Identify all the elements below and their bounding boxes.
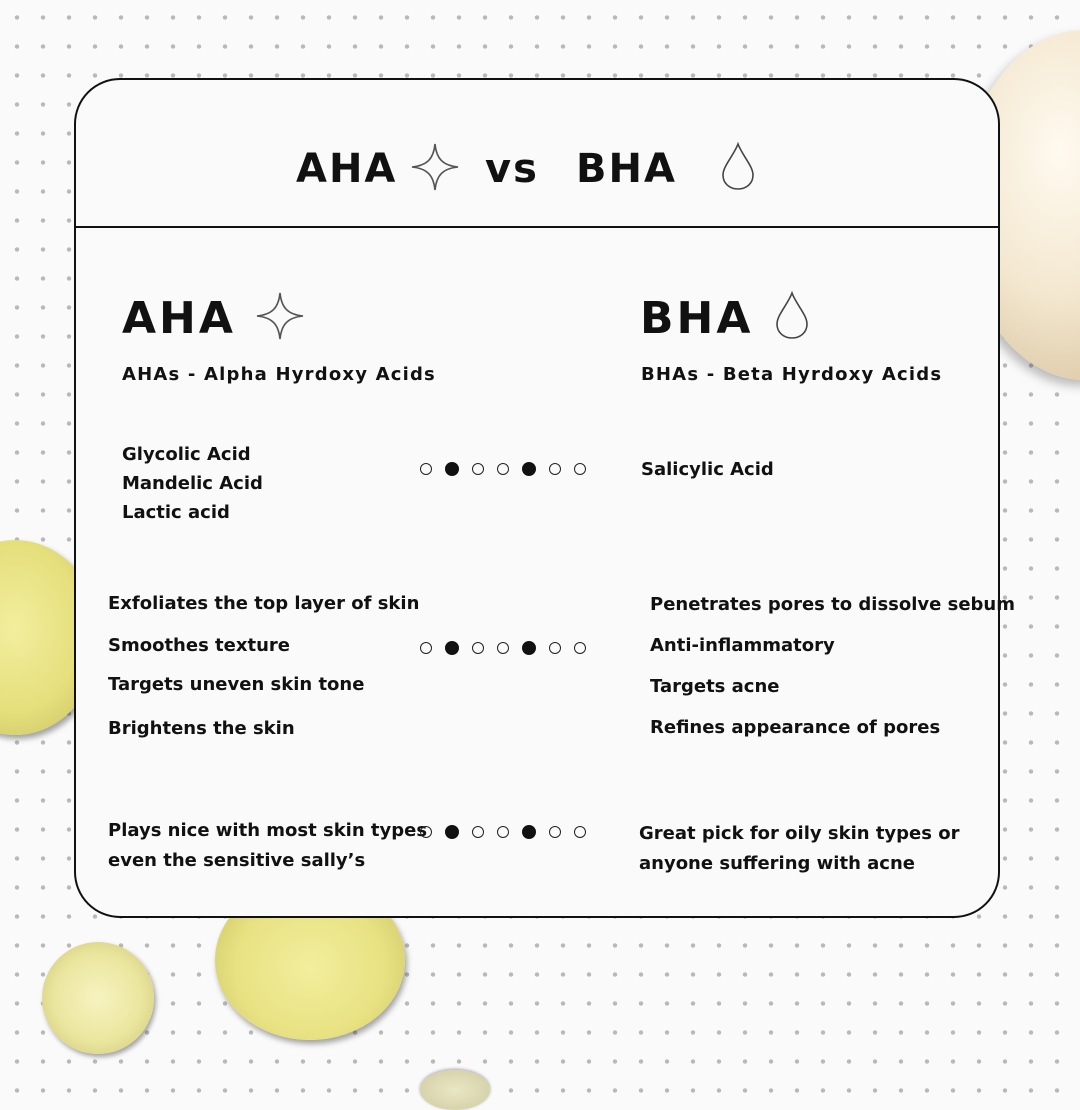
bha-benefit-item: Targets acne: [650, 676, 780, 697]
divider-dot: [420, 642, 432, 654]
divider-dot: [574, 463, 586, 475]
card-header: [76, 80, 998, 228]
title-aha: AHA: [296, 146, 398, 192]
divider-dot: [472, 463, 484, 475]
aha-subtitle: AHAs - Alpha Hyrdoxy Acids: [122, 364, 436, 385]
divider-dot: [445, 462, 459, 476]
divider-dot: [497, 642, 509, 654]
bha-benefit-item: Refines appearance of pores: [650, 717, 941, 738]
divider-dot: [472, 826, 484, 838]
bha-benefit-item: Penetrates pores to dissolve sebum: [650, 594, 1016, 615]
divider-dot: [445, 825, 459, 839]
sparkle-icon: [409, 141, 461, 197]
divider-dot: [497, 826, 509, 838]
sparkle-icon: [254, 290, 306, 346]
aha-acid-item: Glycolic Acid: [122, 444, 251, 465]
bha-benefit-item: Anti-inflammatory: [650, 635, 835, 656]
aha-acid-item: Lactic acid: [122, 502, 230, 523]
divider-dot: [574, 642, 586, 654]
aha-skin-type-text: even the sensitive sally’s: [108, 850, 366, 871]
bha-skin-type-text: Great pick for oily skin types or: [639, 823, 960, 844]
divider-dot: [522, 825, 536, 839]
bha-heading: BHA: [640, 293, 754, 344]
divider-dot: [420, 463, 432, 475]
aha-benefit-item: Targets uneven skin tone: [108, 674, 365, 695]
aha-skin-type-text: Plays nice with most skin types: [108, 820, 428, 841]
divider-dot: [497, 463, 509, 475]
yellow-oil-drop-small: [42, 942, 154, 1054]
aha-heading: AHA: [122, 293, 236, 344]
aha-acid-item: Mandelic Acid: [122, 473, 263, 494]
divider-dot: [549, 463, 561, 475]
bha-subtitle: BHAs - Beta Hyrdoxy Acids: [641, 364, 943, 385]
droplet-icon: [773, 290, 811, 344]
bha-acid-item: Salicylic Acid: [641, 459, 774, 480]
aha-benefit-item: Brightens the skin: [108, 718, 295, 739]
aha-benefit-item: Exfoliates the top layer of skin: [108, 593, 420, 614]
divider-dot: [574, 826, 586, 838]
dot-divider: [420, 825, 586, 839]
divider-dot: [445, 641, 459, 655]
divider-dot: [522, 641, 536, 655]
title-vs: vs: [485, 146, 539, 192]
aha-benefit-item: Smoothes texture: [108, 635, 290, 656]
divider-dot: [549, 642, 561, 654]
divider-dot: [420, 826, 432, 838]
divider-dot: [549, 826, 561, 838]
comparison-card: [74, 78, 1016, 918]
divider-dot: [472, 642, 484, 654]
bha-skin-type-text: anyone suffering with acne: [639, 853, 916, 874]
oil-drop-partial: [420, 1070, 490, 1110]
divider-dot: [522, 462, 536, 476]
dot-divider: [420, 641, 586, 655]
dot-divider: [420, 462, 586, 476]
title-bha: BHA: [576, 146, 677, 192]
droplet-icon: [719, 141, 757, 195]
